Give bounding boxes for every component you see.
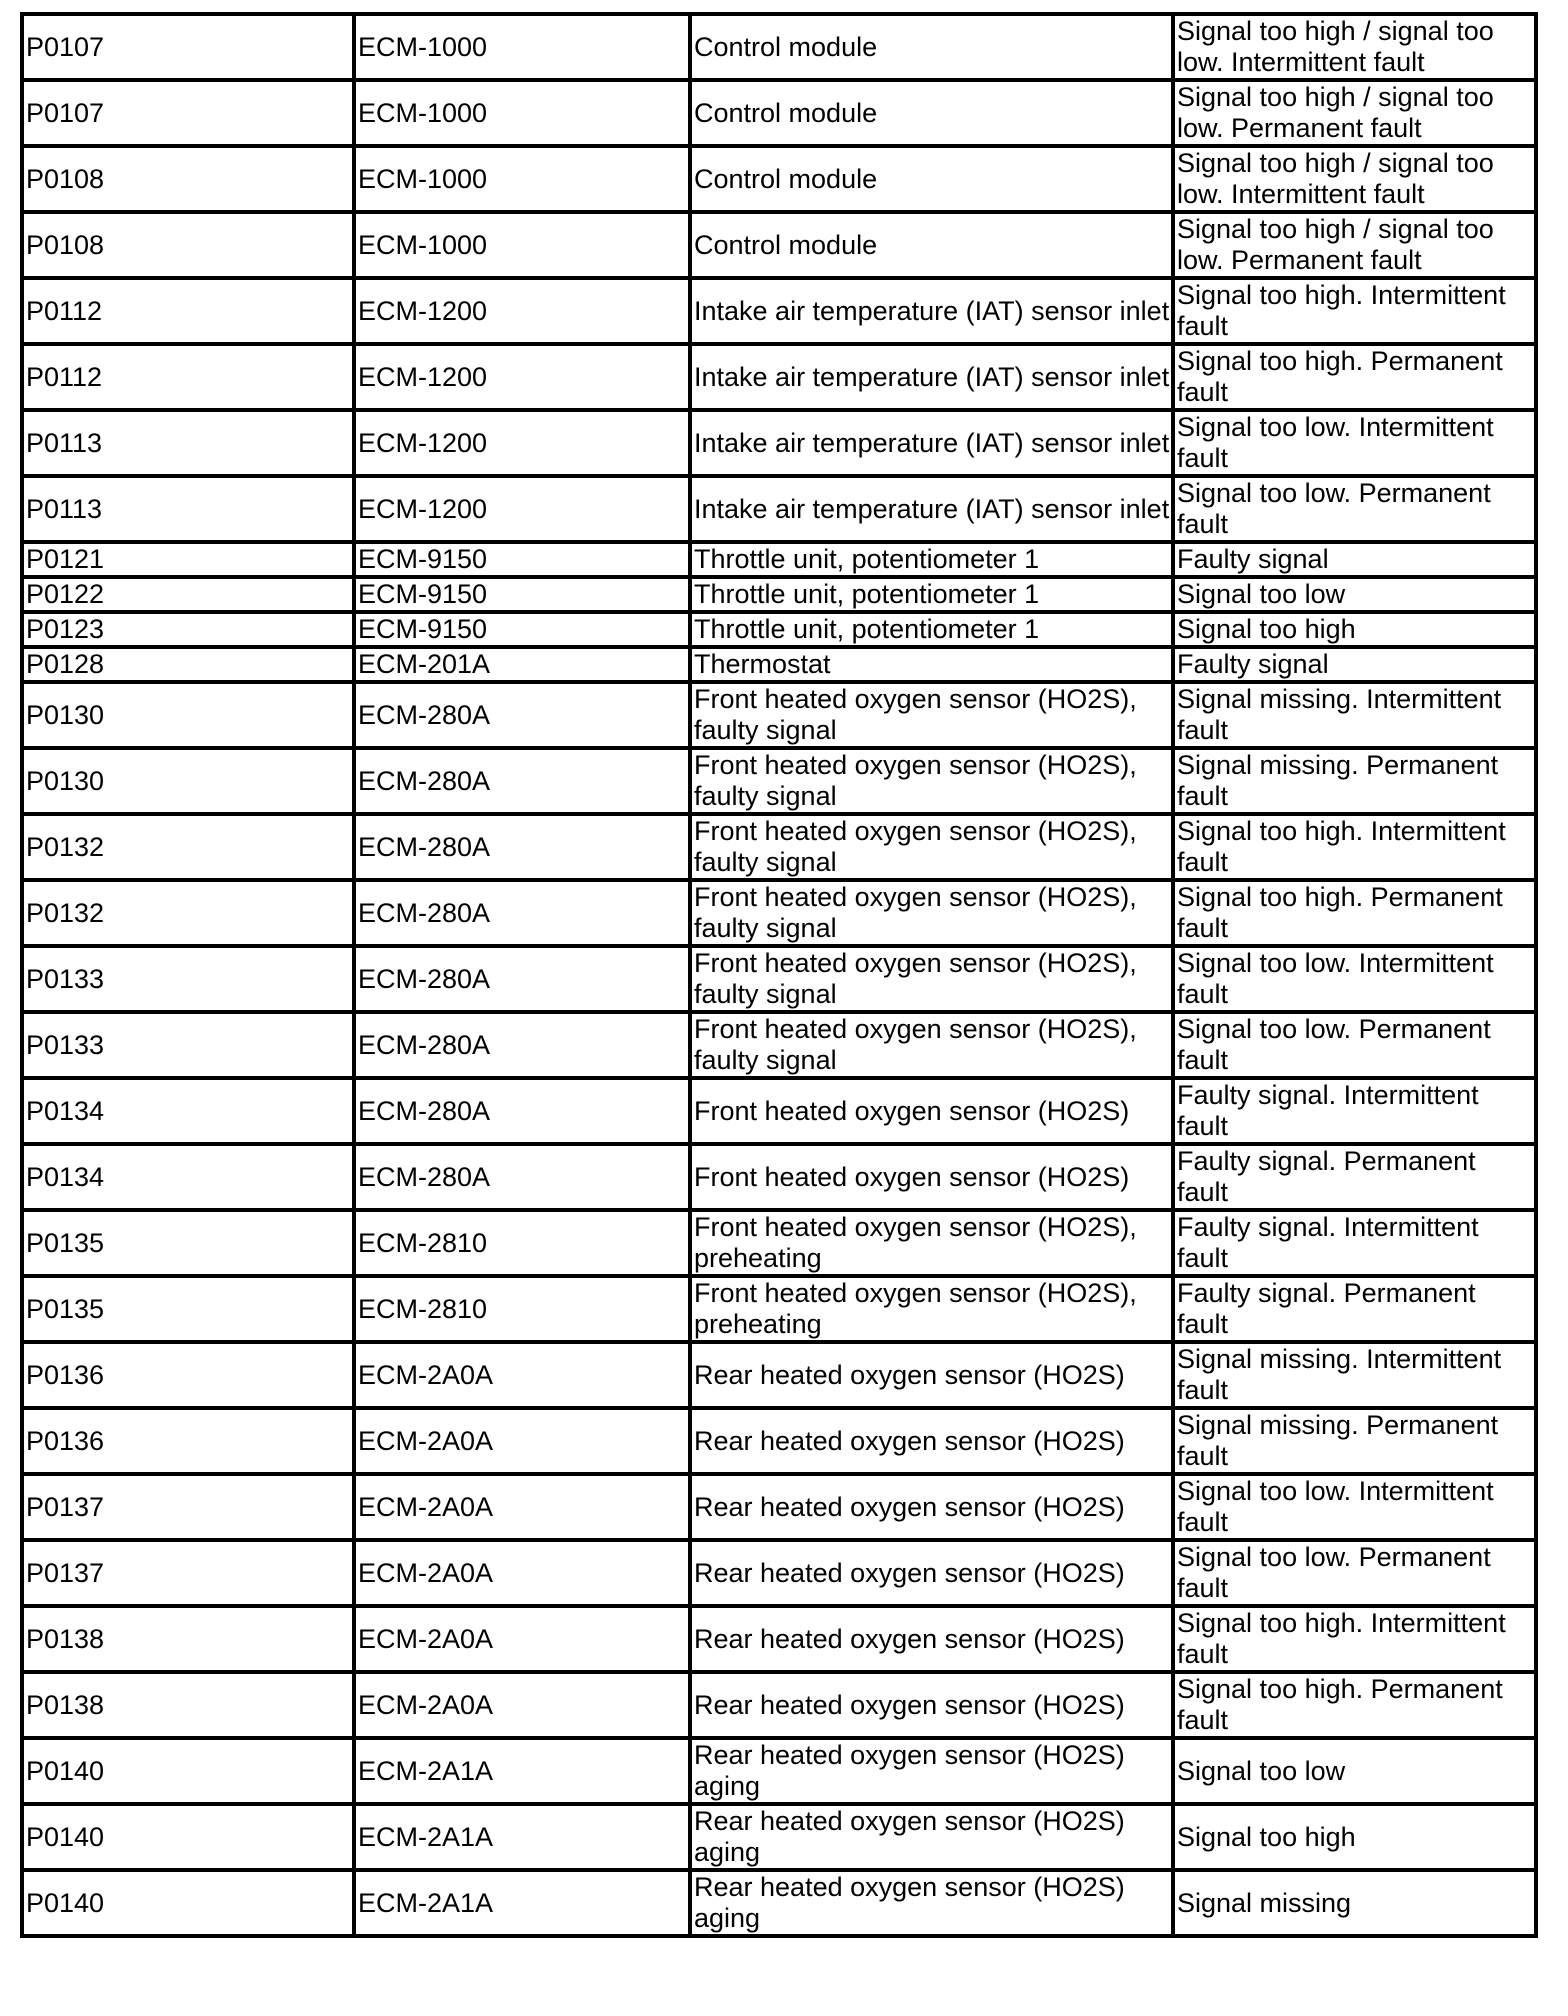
fault-description-cell: Signal missing. Intermittent fault bbox=[1173, 682, 1536, 748]
component-cell: Rear heated oxygen sensor (HO2S) aging bbox=[690, 1870, 1173, 1936]
table-row bbox=[22, 1738, 1536, 1804]
dtc-code-cell: P0112 bbox=[22, 344, 354, 410]
fault-description-cell: Signal too low. Intermittent fault bbox=[1173, 946, 1536, 1012]
table-row bbox=[22, 1408, 1536, 1474]
table-row bbox=[22, 682, 1536, 748]
dtc-code-cell: P0132 bbox=[22, 814, 354, 880]
fault-description-cell: Signal too high / signal too low. Permanent fault bbox=[1173, 80, 1536, 146]
component-cell: Throttle unit, potentiometer 1 bbox=[690, 577, 1173, 612]
table-row bbox=[22, 1012, 1536, 1078]
component-cell: Intake air temperature (IAT) sensor inlet bbox=[690, 410, 1173, 476]
fault-description-cell: Signal too high. Intermittent fault bbox=[1173, 814, 1536, 880]
component-cell: Thermostat bbox=[690, 647, 1173, 682]
reference-id-cell: ECM-280A bbox=[354, 748, 690, 814]
component-cell: Front heated oxygen sensor (HO2S), faulty signal bbox=[690, 946, 1173, 1012]
reference-id-cell: ECM-2810 bbox=[354, 1276, 690, 1342]
dtc-code-cell: P0113 bbox=[22, 410, 354, 476]
component-cell: Control module bbox=[690, 80, 1173, 146]
table-row bbox=[22, 1144, 1536, 1210]
dtc-code-cell: P0136 bbox=[22, 1408, 354, 1474]
reference-id-cell: ECM-2A0A bbox=[354, 1474, 690, 1540]
reference-id-cell: ECM-1200 bbox=[354, 476, 690, 542]
reference-id-cell: ECM-9150 bbox=[354, 612, 690, 647]
fault-description-cell: Signal missing. Permanent fault bbox=[1173, 1408, 1536, 1474]
reference-id-cell: ECM-1000 bbox=[354, 14, 690, 80]
dtc-code-cell: P0122 bbox=[22, 577, 354, 612]
fault-description-cell: Faulty signal. Permanent fault bbox=[1173, 1144, 1536, 1210]
reference-id-cell: ECM-280A bbox=[354, 946, 690, 1012]
component-cell: Front heated oxygen sensor (HO2S), faulty signal bbox=[690, 1012, 1173, 1078]
component-cell: Front heated oxygen sensor (HO2S), faulty signal bbox=[690, 682, 1173, 748]
component-cell: Front heated oxygen sensor (HO2S), faulty signal bbox=[690, 748, 1173, 814]
table-row bbox=[22, 814, 1536, 880]
dtc-code-cell: P0108 bbox=[22, 146, 354, 212]
table-row bbox=[22, 344, 1536, 410]
component-cell: Control module bbox=[690, 14, 1173, 80]
component-cell: Front heated oxygen sensor (HO2S), preheating bbox=[690, 1276, 1173, 1342]
dtc-code-cell: P0108 bbox=[22, 212, 354, 278]
dtc-code-cell: P0107 bbox=[22, 14, 354, 80]
fault-description-cell: Signal too high. Permanent fault bbox=[1173, 1672, 1536, 1738]
component-cell: Rear heated oxygen sensor (HO2S) aging bbox=[690, 1804, 1173, 1870]
reference-id-cell: ECM-1000 bbox=[354, 212, 690, 278]
component-cell: Rear heated oxygen sensor (HO2S) bbox=[690, 1672, 1173, 1738]
reference-id-cell: ECM-280A bbox=[354, 1078, 690, 1144]
fault-description-cell: Faulty signal bbox=[1173, 542, 1536, 577]
table-row bbox=[22, 1276, 1536, 1342]
fault-description-cell: Signal too high. Intermittent fault bbox=[1173, 278, 1536, 344]
component-cell: Intake air temperature (IAT) sensor inlet bbox=[690, 344, 1173, 410]
reference-id-cell: ECM-2A0A bbox=[354, 1342, 690, 1408]
dtc-code-cell: P0138 bbox=[22, 1606, 354, 1672]
dtc-code-cell: P0112 bbox=[22, 278, 354, 344]
dtc-code-cell: P0132 bbox=[22, 880, 354, 946]
component-cell: Rear heated oxygen sensor (HO2S) bbox=[690, 1408, 1173, 1474]
component-cell: Control module bbox=[690, 212, 1173, 278]
reference-id-cell: ECM-280A bbox=[354, 1144, 690, 1210]
reference-id-cell: ECM-2A0A bbox=[354, 1606, 690, 1672]
reference-id-cell: ECM-280A bbox=[354, 682, 690, 748]
fault-description-cell: Signal too low bbox=[1173, 1738, 1536, 1804]
reference-id-cell: ECM-2A0A bbox=[354, 1540, 690, 1606]
dtc-code-cell: P0113 bbox=[22, 476, 354, 542]
fault-description-cell: Signal too low bbox=[1173, 577, 1536, 612]
reference-id-cell: ECM-2A1A bbox=[354, 1870, 690, 1936]
fault-description-cell: Faulty signal bbox=[1173, 647, 1536, 682]
dtc-code-cell: P0121 bbox=[22, 542, 354, 577]
fault-description-cell: Faulty signal. Intermittent fault bbox=[1173, 1210, 1536, 1276]
dtc-code-cell: P0133 bbox=[22, 1012, 354, 1078]
reference-id-cell: ECM-2A1A bbox=[354, 1738, 690, 1804]
component-cell: Intake air temperature (IAT) sensor inlet bbox=[690, 278, 1173, 344]
reference-id-cell: ECM-2A0A bbox=[354, 1672, 690, 1738]
fault-description-cell: Signal too high. Intermittent fault bbox=[1173, 1606, 1536, 1672]
fault-description-cell: Signal too low. Permanent fault bbox=[1173, 1540, 1536, 1606]
table-row bbox=[22, 1474, 1536, 1540]
table-row bbox=[22, 476, 1536, 542]
reference-id-cell: ECM-2A0A bbox=[354, 1408, 690, 1474]
dtc-code-cell: P0140 bbox=[22, 1738, 354, 1804]
reference-id-cell: ECM-280A bbox=[354, 1012, 690, 1078]
component-cell: Throttle unit, potentiometer 1 bbox=[690, 542, 1173, 577]
table-row bbox=[22, 880, 1536, 946]
table-row bbox=[22, 1342, 1536, 1408]
table-row bbox=[22, 542, 1536, 577]
table-row bbox=[22, 1210, 1536, 1276]
table-row bbox=[22, 1672, 1536, 1738]
component-cell: Front heated oxygen sensor (HO2S), preheating bbox=[690, 1210, 1173, 1276]
dtc-code-cell: P0135 bbox=[22, 1276, 354, 1342]
reference-id-cell: ECM-280A bbox=[354, 880, 690, 946]
fault-description-cell: Signal missing. Permanent fault bbox=[1173, 748, 1536, 814]
fault-description-cell: Signal too low. Permanent fault bbox=[1173, 1012, 1536, 1078]
reference-id-cell: ECM-1200 bbox=[354, 344, 690, 410]
table-row bbox=[22, 1540, 1536, 1606]
component-cell: Front heated oxygen sensor (HO2S) bbox=[690, 1078, 1173, 1144]
table-row bbox=[22, 1606, 1536, 1672]
fault-description-cell: Signal too high / signal too low. Intermittent fault bbox=[1173, 146, 1536, 212]
fault-description-cell: Signal too high bbox=[1173, 612, 1536, 647]
table-row bbox=[22, 80, 1536, 146]
dtc-code-cell: P0134 bbox=[22, 1144, 354, 1210]
dtc-code-cell: P0128 bbox=[22, 647, 354, 682]
dtc-code-cell: P0130 bbox=[22, 748, 354, 814]
dtc-code-cell: P0137 bbox=[22, 1540, 354, 1606]
reference-id-cell: ECM-1000 bbox=[354, 146, 690, 212]
reference-id-cell: ECM-201A bbox=[354, 647, 690, 682]
dtc-code-cell: P0123 bbox=[22, 612, 354, 647]
table-row bbox=[22, 577, 1536, 612]
reference-id-cell: ECM-1200 bbox=[354, 278, 690, 344]
dtc-code-cell: P0134 bbox=[22, 1078, 354, 1144]
fault-description-cell: Signal too low. Intermittent fault bbox=[1173, 410, 1536, 476]
fault-description-cell: Signal too high / signal too low. Permanent fault bbox=[1173, 212, 1536, 278]
fault-description-cell: Signal too high bbox=[1173, 1804, 1536, 1870]
reference-id-cell: ECM-2810 bbox=[354, 1210, 690, 1276]
component-cell: Intake air temperature (IAT) sensor inlet bbox=[690, 476, 1173, 542]
component-cell: Front heated oxygen sensor (HO2S) bbox=[690, 1144, 1173, 1210]
table-row bbox=[22, 647, 1536, 682]
component-cell: Front heated oxygen sensor (HO2S), faulty signal bbox=[690, 880, 1173, 946]
reference-id-cell: ECM-1000 bbox=[354, 80, 690, 146]
table-row bbox=[22, 1870, 1536, 1936]
component-cell: Rear heated oxygen sensor (HO2S) bbox=[690, 1342, 1173, 1408]
table-row bbox=[22, 1804, 1536, 1870]
component-cell: Rear heated oxygen sensor (HO2S) aging bbox=[690, 1738, 1173, 1804]
component-cell: Rear heated oxygen sensor (HO2S) bbox=[690, 1474, 1173, 1540]
dtc-code-cell: P0140 bbox=[22, 1870, 354, 1936]
reference-id-cell: ECM-9150 bbox=[354, 577, 690, 612]
fault-description-cell: Signal too high / signal too low. Intermittent fault bbox=[1173, 14, 1536, 80]
dtc-code-cell: P0130 bbox=[22, 682, 354, 748]
fault-description-cell: Faulty signal. Intermittent fault bbox=[1173, 1078, 1536, 1144]
table-row bbox=[22, 14, 1536, 80]
dtc-code-cell: P0140 bbox=[22, 1804, 354, 1870]
dtc-code-cell: P0138 bbox=[22, 1672, 354, 1738]
fault-code-table bbox=[20, 12, 1538, 1938]
fault-description-cell: Signal too low. Permanent fault bbox=[1173, 476, 1536, 542]
table-row bbox=[22, 946, 1536, 1012]
fault-description-cell: Signal missing. Intermittent fault bbox=[1173, 1342, 1536, 1408]
fault-description-cell: Signal too high. Permanent fault bbox=[1173, 344, 1536, 410]
component-cell: Rear heated oxygen sensor (HO2S) bbox=[690, 1540, 1173, 1606]
table-row bbox=[22, 212, 1536, 278]
fault-description-cell: Faulty signal. Permanent fault bbox=[1173, 1276, 1536, 1342]
dtc-code-cell: P0136 bbox=[22, 1342, 354, 1408]
dtc-code-cell: P0133 bbox=[22, 946, 354, 1012]
table-row bbox=[22, 1078, 1536, 1144]
reference-id-cell: ECM-1200 bbox=[354, 410, 690, 476]
reference-id-cell: ECM-2A1A bbox=[354, 1804, 690, 1870]
table-row bbox=[22, 612, 1536, 647]
component-cell: Rear heated oxygen sensor (HO2S) bbox=[690, 1606, 1173, 1672]
table-row bbox=[22, 410, 1536, 476]
table-row bbox=[22, 748, 1536, 814]
component-cell: Throttle unit, potentiometer 1 bbox=[690, 612, 1173, 647]
fault-description-cell: Signal too low. Intermittent fault bbox=[1173, 1474, 1536, 1540]
dtc-code-cell: P0137 bbox=[22, 1474, 354, 1540]
dtc-code-cell: P0135 bbox=[22, 1210, 354, 1276]
fault-description-cell: Signal missing bbox=[1173, 1870, 1536, 1936]
dtc-code-cell: P0107 bbox=[22, 80, 354, 146]
table-row bbox=[22, 278, 1536, 344]
fault-code-table-body bbox=[22, 14, 1536, 1936]
table-row bbox=[22, 146, 1536, 212]
reference-id-cell: ECM-9150 bbox=[354, 542, 690, 577]
fault-description-cell: Signal too high. Permanent fault bbox=[1173, 880, 1536, 946]
component-cell: Control module bbox=[690, 146, 1173, 212]
component-cell: Front heated oxygen sensor (HO2S), faulty signal bbox=[690, 814, 1173, 880]
reference-id-cell: ECM-280A bbox=[354, 814, 690, 880]
